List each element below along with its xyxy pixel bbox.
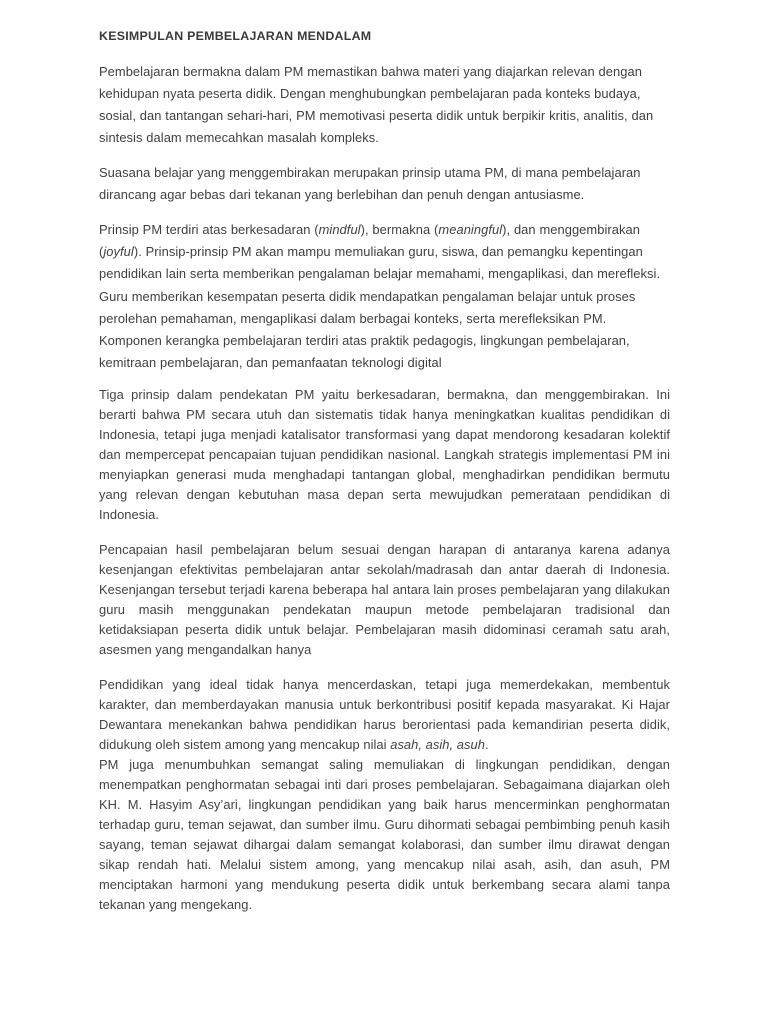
paragraph-tiga-prinsip: Tiga prinsip dalam pendekatan PM yaitu berkesadaran, bermakna, dan menggembirakan. Ini berarti bahwa PM secara utuh dan sistematis tidak hanya meningkatkan kualitas pendidikan di Indonesia, tetapi juga menjadi katalisator transformasi yang dapat mendorong kesadaran kolektif dan mempercepat pencapaian tujuan pendidikan nasional. Langkah strategis implementasi PM ini menyiapkan generasi muda menghadapi tantangan global, menghadirkan pendidikan bermutu yang relevan dengan kebutuhan masa depan serta mewujudkan pemerataan pendidikan di Indonesia. <box>99 386 670 522</box>
paragraph-pembelajaran-bermakna: Pembelajaran bermakna dalam PM memastikan bahwa materi yang diajarkan relevan dengan kehidupan nyata peserta didik. Dengan menghubungkan pembelajaran pada konteks budaya, sosial, dan tantangan sehari-hari, PM memotivasi peserta didik untuk berpikir kritis, analitis, dan sintesis dalam memecahkan masalah kompleks. <box>99 63 654 146</box>
term-joyful: joyful <box>103 244 134 260</box>
prinsip-pm-text-4: ). Prinsip-prinsip PM akan mampu memuliakan guru, siswa, dan pemangku kepentingan pendidikan lain serta memberikan pengalaman belajar memahami, mengaplikasi, dan merefleksi. Guru memberikan kesempatan peserta didik mendapatkan pengalaman belajar untuk proses perolehan pemahaman, mengaplikasi dalam berbagai konteks, serta merefleksikan PM. Komponen kerangka pembelajaran terdiri atas praktik pedagogis, lingkungan pembelajaran, kemitraan pembelajaran, dan pemanfaatan teknologi digital <box>99 244 661 370</box>
pendidikan-ideal-text: Pendidikan yang ideal tidak hanya mencerdaskan, tetapi juga memerdekakan, membentuk karakter, dan memberdayakan manusia untuk berkontribusi positif kepada masyarakat. Ki Hajar Dewantara menekankan bahwa pendidikan harus berorientasi pada kemandirian peserta didik, didukung oleh sistem among yang mencakup nilai <box>99 676 670 752</box>
pendidikan-ideal-period: . <box>484 736 489 752</box>
page-title: KESIMPULAN PEMBELAJARAN MENDALAM <box>99 29 372 43</box>
term-meaningful: meaningful <box>438 222 503 238</box>
paragraph-pendidikan-ideal <box>99 675 670 755</box>
prinsip-pm-text-2: ), bermakna ( <box>360 222 439 238</box>
prinsip-pm-text-3: ), dan menggembirakan ( <box>99 222 640 260</box>
term-mindful: mindful <box>318 222 361 238</box>
prinsip-pm-text-1: Prinsip PM terdiri atas berkesadaran ( <box>99 222 319 238</box>
paragraph-pm-memuliakan: PM juga menumbuhkan semangat saling memuliakan di lingkungan pendidikan, dengan menempatkan penghormatan sebagai inti dari proses pembelajaran. Sebagaimana diajarkan oleh KH. M. Hasyim Asy’ari, lingkungan pendidikan yang baik harus mencerminkan penghormatan terhadap guru, teman sejawat, dan sumber ilmu. Guru dihormati sebagai pembimbing penuh kasih sayang, teman sejawat dihargai dalam semangat kolaborasi, dan sumber ilmu dirawat dengan sikap rendah hati. Melalui sistem among, yang mencakup nilai asah, asih, dan asuh, PM menciptakan harmoni yang mendukung peserta didik untuk berkembang secara alami tanpa tekanan yang mengekang. <box>99 756 670 912</box>
term-asah-asih-asuh: asah, asih, asuh <box>390 736 485 752</box>
paragraph-pencapaian-hasil: Pencapaian hasil pembelajaran belum sesuai dengan harapan di antaranya karena adanya kesenjangan efektivitas pembelajaran antar sekolah/madrasah dan antar daerah di Indonesia. Kesenjangan tersebut terjadi karena beberapa hal antara lain proses pembelajaran yang dilakukan guru masih menggunakan pendekatan maupun metode pembelajaran tradisional dan ketidaksiapan peserta didik untuk belajar. Pembelajaran masih didominasi ceramah satu arah, asesmen yang mengandalkan hanya <box>99 541 670 657</box>
paragraph-suasana-belajar: Suasana belajar yang menggembirakan merupakan prinsip utama PM, di mana pembelajaran dirancang agar bebas dari tekanan yang berlebihan dan penuh dengan antusiasme. <box>99 165 641 203</box>
section-justified <box>99 385 670 915</box>
paragraph-prinsip-pm <box>99 219 670 374</box>
section-left-aligned <box>99 61 670 374</box>
